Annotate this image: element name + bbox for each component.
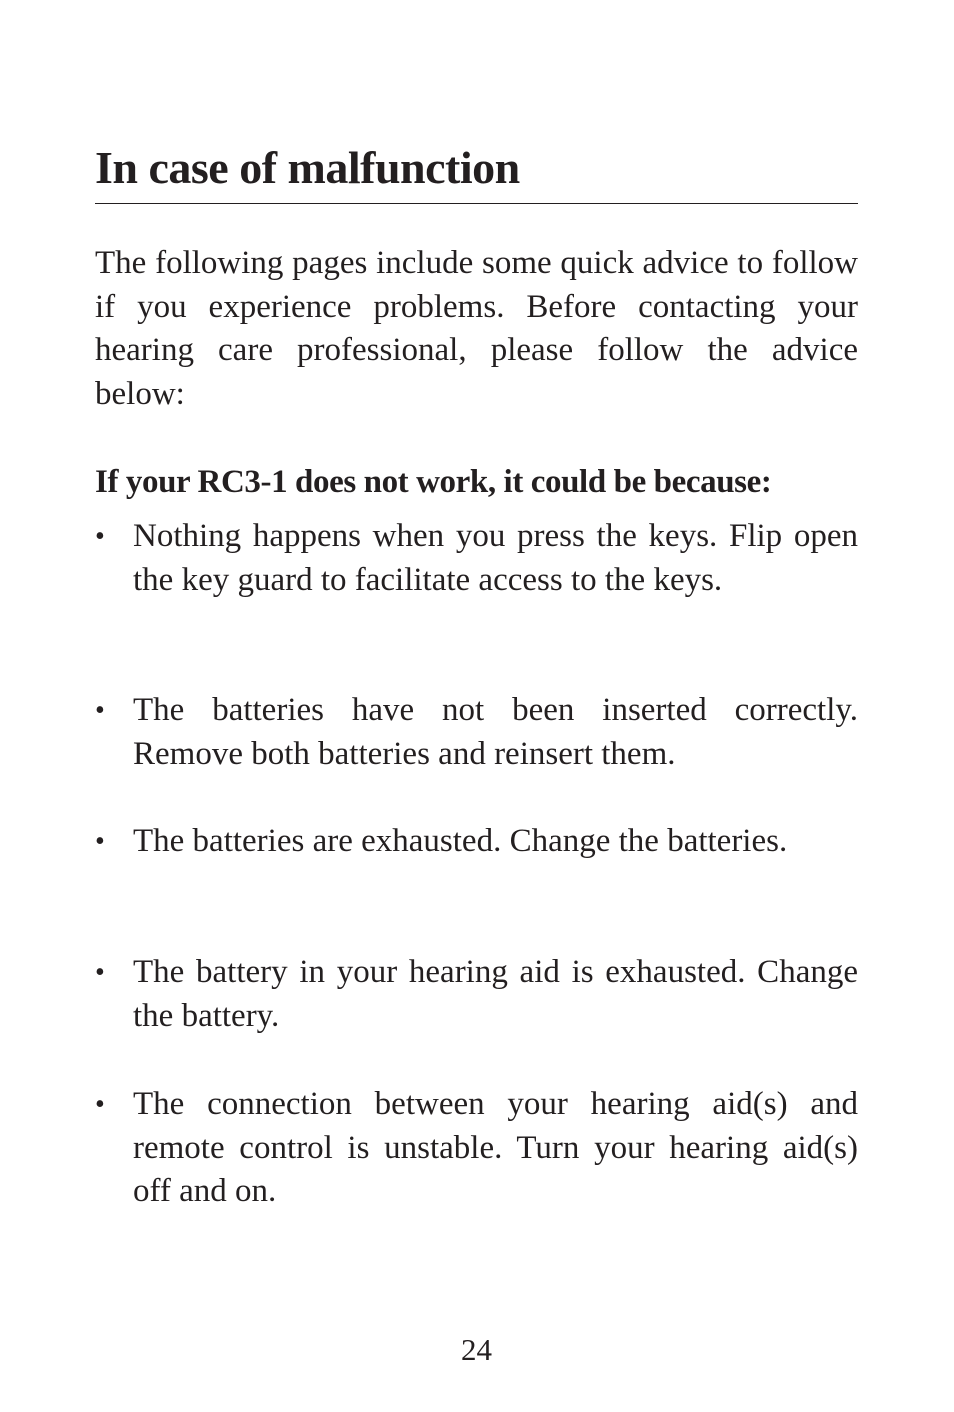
list-item	[95, 820, 858, 864]
title-divider	[95, 203, 858, 204]
list-item	[95, 1083, 858, 1214]
list-item-text: The battery in your hearing aid is exhausted. Change the battery.	[133, 954, 858, 1034]
bullet-icon: •	[95, 826, 105, 857]
document-page	[95, 0, 858, 1412]
list-item	[95, 951, 858, 1038]
intro-paragraph: The following pages include some quick advice to follow if you experience problems. Before contacting your hearing care professional, please follow the advice below:	[95, 245, 858, 412]
bullet-icon: •	[95, 695, 105, 726]
bullet-icon: •	[95, 957, 105, 988]
list-item	[95, 515, 858, 602]
section-subheading: If your RC3-1 does not work, it could be because:	[95, 464, 772, 500]
list-item	[95, 689, 858, 776]
list-item-text: Nothing happens when you press the keys. Flip open the key guard to facilitate access to the keys.	[133, 518, 858, 598]
list-item-text: The batteries are exhausted. Change the batteries.	[133, 823, 788, 859]
list-item-text: The connection between your hearing aid(s) and remote control is unstable. Turn your hearing aid(s) off and on.	[133, 1086, 858, 1209]
list-item-text: The batteries have not been inserted correctly. Remove both batteries and reinsert them.	[133, 692, 858, 772]
page-title: In case of malfunction	[95, 142, 520, 193]
page-number: 24	[461, 1332, 492, 1367]
bullet-icon: •	[95, 1089, 105, 1120]
bullet-icon: •	[95, 521, 105, 552]
